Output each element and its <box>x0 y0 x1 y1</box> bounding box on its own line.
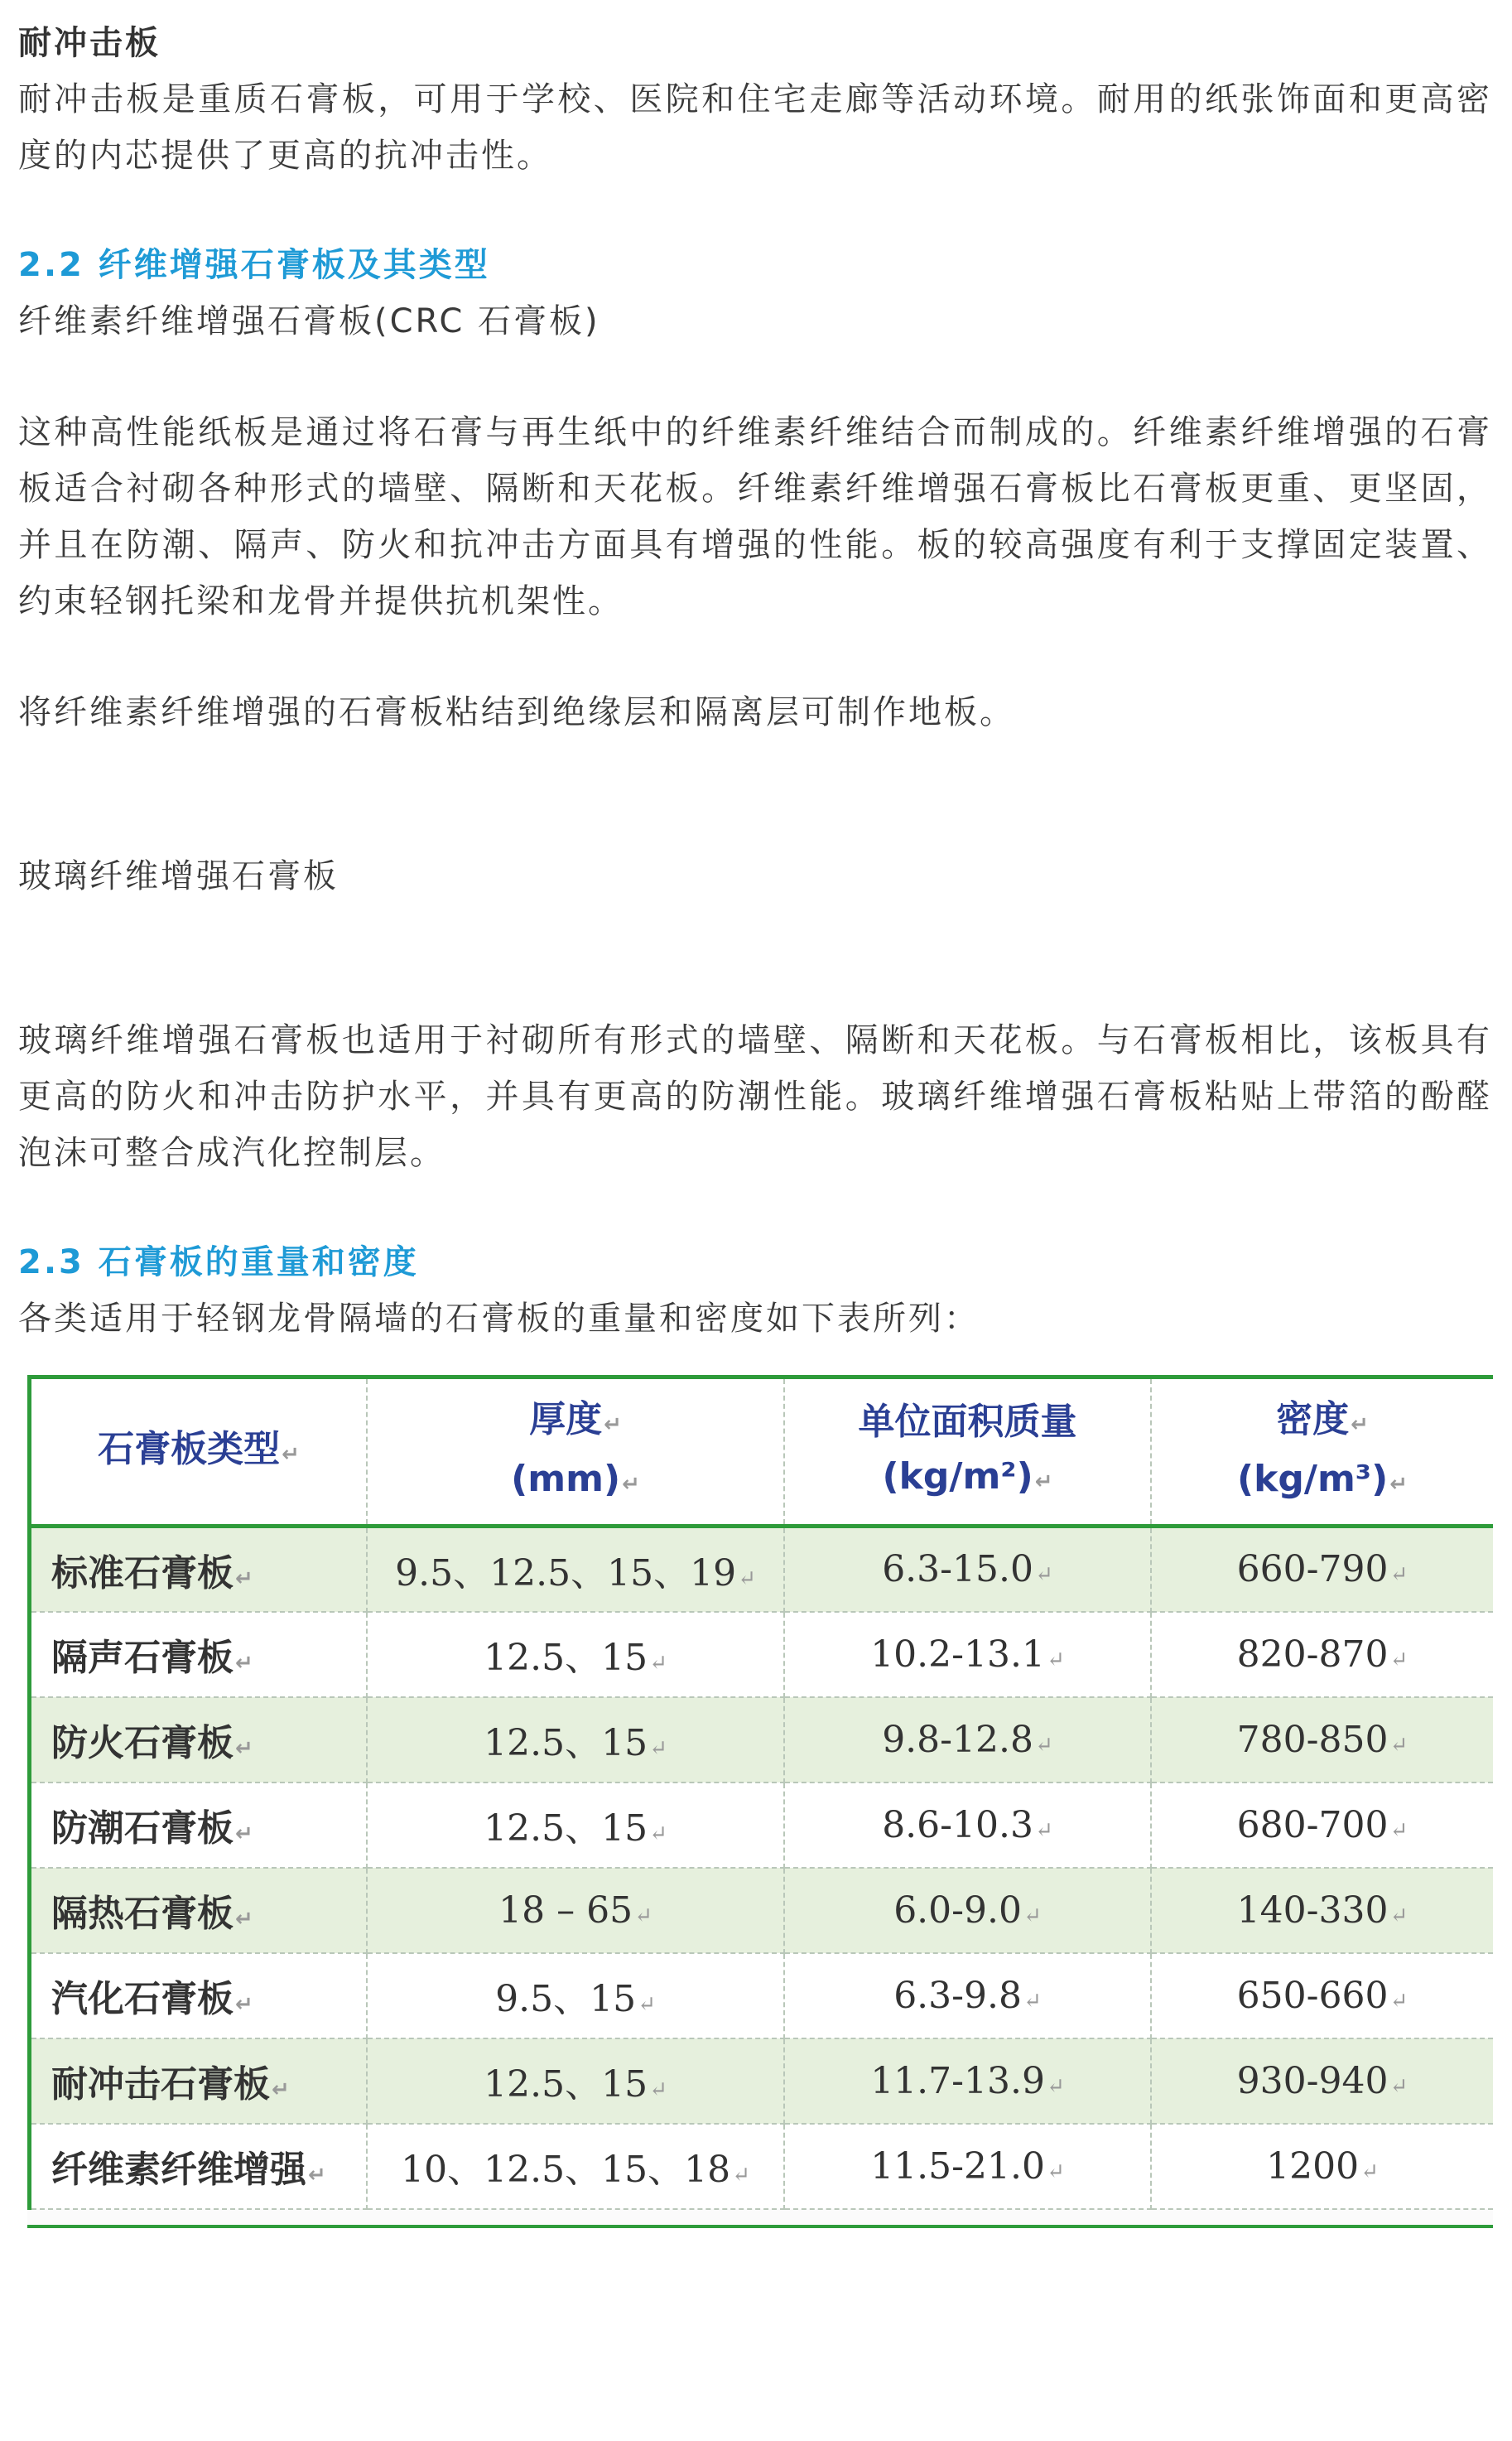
glass-fiber-paragraph: 玻璃纤维增强石膏板也适用于衬砌所有形式的墙壁、隔断和天花板。与石膏板相比，该板具有更高的防火和冲击防护水平，并具有更高的防潮性能。玻璃纤维增强石膏板粘贴上带箔的酚醛泡沫可整合成汽化控制层。 <box>18 1021 1492 1172</box>
board-type-cell: 纤维素纤维增强↵ <box>30 2124 368 2209</box>
density-cell: 1200↵ <box>1151 2124 1493 2209</box>
thickness-cell: 12.5、15↵ <box>367 1612 784 1697</box>
thickness-cell: 9.5、15↵ <box>367 1953 784 2038</box>
board-type-cell: 隔声石膏板↵ <box>30 1612 368 1697</box>
density-cell: 680-700↵ <box>1151 1783 1493 1868</box>
board-type-cell: 标准石膏板↵ <box>30 1527 368 1612</box>
density-cell: 140-330↵ <box>1151 1868 1493 1953</box>
density-cell: 660-790↵ <box>1151 1527 1493 1612</box>
mass-cell: 6.3-15.0↵ <box>784 1527 1151 1612</box>
mass-cell: 11.7-13.9↵ <box>784 2038 1151 2124</box>
board-type-cell: 耐冲击石膏板↵ <box>30 2038 368 2124</box>
thickness-cell: 12.5、15↵ <box>367 1783 784 1868</box>
header-density: 密度↵ (kg/m³)↵ <box>1151 1377 1493 1527</box>
table-row <box>30 1953 1494 2038</box>
table-row <box>30 1612 1494 1697</box>
density-cell: 820-870↵ <box>1151 1612 1493 1697</box>
board-type-cell: 汽化石膏板↵ <box>30 1953 368 2038</box>
board-type-cell: 防火石膏板↵ <box>30 1697 368 1783</box>
mass-cell: 9.8-12.8↵ <box>784 1697 1151 1783</box>
section-2-3-title: 2.3 石膏板的重量和密度 <box>18 1243 419 1281</box>
mass-cell: 11.5-21.0↵ <box>784 2124 1151 2209</box>
table-intro: 各类适用于轻钢龙骨隔墙的石膏板的重量和密度如下表所列： <box>18 1300 980 1338</box>
header-mass-per-area: 单位面积质量 (kg/m²)↵ <box>784 1377 1151 1527</box>
density-cell: 650-660↵ <box>1151 1953 1493 2038</box>
header-board-type: 石膏板类型↵ <box>30 1377 368 1527</box>
table-row <box>30 1697 1494 1783</box>
table-row <box>30 1527 1494 1612</box>
mass-cell: 10.2-13.1↵ <box>784 1612 1151 1697</box>
density-cell: 780-850↵ <box>1151 1697 1493 1783</box>
weight-density-table <box>27 1375 1493 2210</box>
mass-cell: 6.3-9.8↵ <box>784 1953 1151 2038</box>
thickness-cell: 9.5、12.5、15、19↵ <box>367 1527 784 1612</box>
table-row <box>30 2038 1494 2124</box>
mass-cell: 8.6-10.3↵ <box>784 1783 1151 1868</box>
thickness-cell: 12.5、15↵ <box>367 1697 784 1783</box>
floor-paragraph: 将纤维素纤维增强的石膏板粘结到绝缘层和隔离层可制作地板。 <box>18 693 1015 731</box>
thickness-cell: 12.5、15↵ <box>367 2038 784 2124</box>
table-row <box>30 2124 1494 2209</box>
mass-cell: 6.0-9.0↵ <box>784 1868 1151 1953</box>
weight-density-table-image <box>27 1375 1493 2228</box>
table-header-row <box>30 1377 1494 1527</box>
impact-board-text: 耐冲击板是重质石膏板，可用于学校、医院和住宅走廊等活动环境。耐用的纸张饰面和更高密度的内芯提供了更高的抗冲击性。 <box>18 80 1492 175</box>
thickness-cell: 18 – 65↵ <box>367 1868 784 1953</box>
crc-board-subtitle: 纤维素纤维增强石膏板(CRC 石膏板) <box>18 302 600 340</box>
thickness-cell: 10、12.5、15、18↵ <box>367 2124 784 2209</box>
document-body <box>18 0 1492 1347</box>
board-type-cell: 防潮石膏板↵ <box>30 1783 368 1868</box>
table-row <box>30 1783 1494 1868</box>
header-thickness: 厚度↵ (mm)↵ <box>367 1377 784 1527</box>
section-2-2-title: 2.2 纤维增强石膏板及其类型 <box>18 246 490 284</box>
crc-board-paragraph: 这种高性能纸板是通过将石膏与再生纸中的纤维素纤维结合而制成的。纤维素纤维增强的石膏板适合衬砌各种形式的墙壁、隔断和天花板。纤维素纤维增强石膏板比石膏板更重、更坚固，并且在防潮、隔声、防火和抗冲击方面具有增强的性能。板的较高强度有利于支撑固定装置、约束轻钢托梁和龙骨并提供抗机架性。 <box>18 413 1492 620</box>
table-row <box>30 1868 1494 1953</box>
density-cell: 930-940↵ <box>1151 2038 1493 2124</box>
impact-board-title: 耐冲击板 <box>18 24 161 62</box>
board-type-cell: 隔热石膏板↵ <box>30 1868 368 1953</box>
table-bottom-border <box>27 2225 1493 2228</box>
glass-fiber-subtitle: 玻璃纤维增强石膏板 <box>18 857 339 895</box>
